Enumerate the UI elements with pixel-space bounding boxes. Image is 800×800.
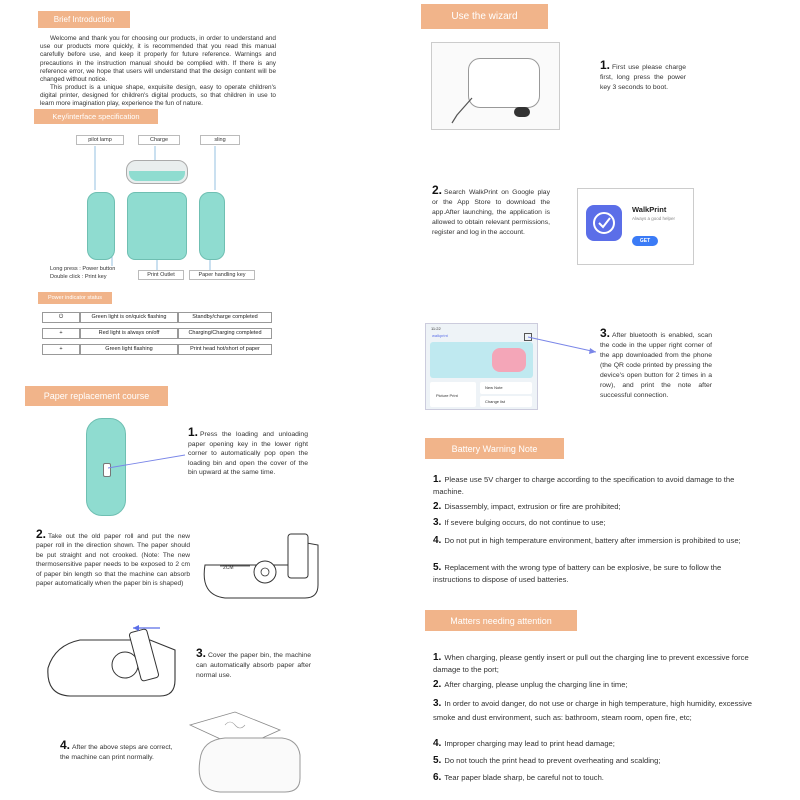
attention-num-3: 3. xyxy=(433,698,442,709)
paper-step4-num: 4. xyxy=(60,738,71,752)
attention-num-4: 4. xyxy=(433,738,442,749)
wizard-step3-text xyxy=(600,328,712,401)
power-icon-1: ⏻ xyxy=(42,312,80,323)
label-long-press: Long press : Power button xyxy=(50,266,116,272)
power-light-3: Green light flashing xyxy=(80,344,178,355)
power-light-2: Red light is always on/off xyxy=(80,328,178,339)
power-state-2: Charging/Charging completed xyxy=(178,328,272,339)
attention-num-5: 5. xyxy=(433,755,442,766)
attention-item-5 xyxy=(433,755,753,767)
paper-step3-num: 3. xyxy=(196,646,207,660)
battery-text-3: If severe bulging occurs, do not continue to use; xyxy=(444,518,606,527)
power-icon-2: + xyxy=(42,328,80,339)
attention-item-2 xyxy=(433,679,753,691)
battery-header: Battery Warning Note xyxy=(425,438,564,459)
power-state-3: Print head hot/short of paper xyxy=(178,344,272,355)
label-double-click: Double click : Print key xyxy=(50,274,107,280)
power-light-1: Green light is on/quick flashing xyxy=(80,312,178,323)
wizard-step3-num: 3. xyxy=(600,326,611,340)
attention-num-6: 6. xyxy=(433,772,442,783)
battery-item-1 xyxy=(433,474,753,498)
phone-brand: walkprint xyxy=(432,333,448,338)
battery-text-1: Please use 5V charger to charge according to the specification to avoid damage to the machine. xyxy=(433,475,735,496)
wizard-header: Use the wizard xyxy=(421,4,548,29)
paper-step3-body: Cover the paper bin, the machine can automatically absorb paper after normal use. xyxy=(196,652,311,679)
power-status-header: Power indicator status xyxy=(38,292,112,304)
attention-text-6: Tear paper blade sharp, be careful not to touch. xyxy=(444,773,604,782)
brief-header: Brief Introduction xyxy=(38,11,130,28)
paper-step2-num: 2. xyxy=(36,527,47,541)
attention-item-4 xyxy=(433,738,753,750)
battery-item-3 xyxy=(433,517,753,529)
attention-item-1 xyxy=(433,652,753,676)
attention-item-3 xyxy=(433,697,753,725)
paper-step1-body: Press the loading and unloading paper opening key in the lower right corner to automatically pop open the loading bin and open the cover of the bin upward at the same time. xyxy=(188,431,308,477)
phone-time: 11:22 xyxy=(431,326,441,331)
label-sling: sling xyxy=(200,135,240,145)
phone-menu1-label: Picture Print xyxy=(436,393,458,398)
wizard-step1-num: 1. xyxy=(600,58,611,72)
attention-text-1: When charging, please gently insert or pull out the charging line to prevent excessive force damage to the port; xyxy=(433,653,749,674)
attention-header: Matters needing attention xyxy=(425,610,577,631)
wizard-step1-body: First use please charge first, long press the power key 3 seconds to boot. xyxy=(600,64,686,91)
battery-text-4: Do not put in high temperature environment, battery after immersion is prohibited to use; xyxy=(444,536,741,545)
label-print-outlet: Print Outlet xyxy=(138,270,184,280)
label-pilot-lamp: pilot lamp xyxy=(76,135,124,145)
paper-step1-num: 1. xyxy=(188,425,199,439)
wizard-step2-num: 2. xyxy=(432,183,443,197)
battery-text-5: Replacement with the wrong type of battery can be explosive, be sure to follow the instructions to dispose of used batteries. xyxy=(433,563,722,584)
battery-num-4: 4. xyxy=(433,535,442,546)
phone-menu2-label: New Note xyxy=(485,385,503,390)
attention-item-6 xyxy=(433,772,753,784)
label-paper-handling: Paper handling key xyxy=(189,270,255,280)
battery-num-3: 3. xyxy=(433,517,442,528)
wizard-step3-body: After bluetooth is enabled, scan the code in the upper right corner of the app downloaded from the phone (the QR code printed by pressing the device's open button for 2 times in a row), and print the note after successful connection. xyxy=(600,332,712,399)
paper-step4-body: After the above steps are correct, the machine can print normally. xyxy=(60,744,173,761)
battery-num-1: 1. xyxy=(433,474,442,485)
app-tagline: Always a good helper xyxy=(632,216,676,221)
attention-num-2: 2. xyxy=(433,679,442,690)
paper-step2-body: Take out the old paper roll and put the new paper roll in the direction shown. The paper should be put straight and not crooked. (Note: The new thermosensitive paper needs to be exposed to 2 cm of paper bin length so that the machine can absorb paper automatically when the paper bin is shaped) xyxy=(36,533,190,588)
phone-menu3-label: Change list xyxy=(485,399,506,404)
label-charge: Charge xyxy=(138,135,180,145)
wizard-step2-body: Search WalkPrint on Google play or the App Store to download the app.After launching, the application is allowed to obtain relevant permissions, register and log in the account. xyxy=(432,189,550,236)
attention-text-5: Do not touch the print head to prevent overheating and scalding; xyxy=(444,756,661,765)
brief-para-2: This product is a unique shape, exquisite design, easy to operate children's digital printer, designed for children's digital products, so that children in use to learn more imagination play, experience the fun of nature. xyxy=(40,84,276,108)
battery-item-2 xyxy=(433,501,753,513)
attention-text-4: Improper charging may lead to print head damage; xyxy=(444,739,615,748)
paper-header: Paper replacement course xyxy=(25,386,168,406)
app-name: WalkPrint xyxy=(632,205,667,214)
attention-num-1: 1. xyxy=(433,652,442,663)
paper-step2-fig-label: 2CM xyxy=(223,565,234,571)
battery-text-2: Disassembly, impact, extrusion or fire are prohibited; xyxy=(444,502,621,511)
battery-item-4 xyxy=(433,535,753,547)
attention-text-3: In order to avoid danger, do not use or charge in high temperature, high humidity, excessive smoke and dust environment, such as: bathroom, steam room, open fire, etc; xyxy=(433,699,752,722)
app-get-button[interactable]: GET xyxy=(632,236,658,246)
brief-para-1: Welcome and thank you for choosing our products, in order to understand and use our products more quickly, it is recommended that you read this manual carefully before use, and keep it properly for future reference. Warnings and precautions in the instruction manual should be complied with. If there is any reference error, we hope that users will understand that the design content will be changed without notice. xyxy=(40,35,276,84)
keys-header: Key/interface specification xyxy=(34,109,158,124)
power-state-1: Standby/charge completed xyxy=(178,312,272,323)
battery-item-5 xyxy=(433,562,753,586)
attention-text-2: After charging, please unplug the charging line in time; xyxy=(444,680,628,689)
battery-num-2: 2. xyxy=(433,501,442,512)
battery-num-5: 5. xyxy=(433,562,442,573)
power-icon-3: + xyxy=(42,344,80,355)
